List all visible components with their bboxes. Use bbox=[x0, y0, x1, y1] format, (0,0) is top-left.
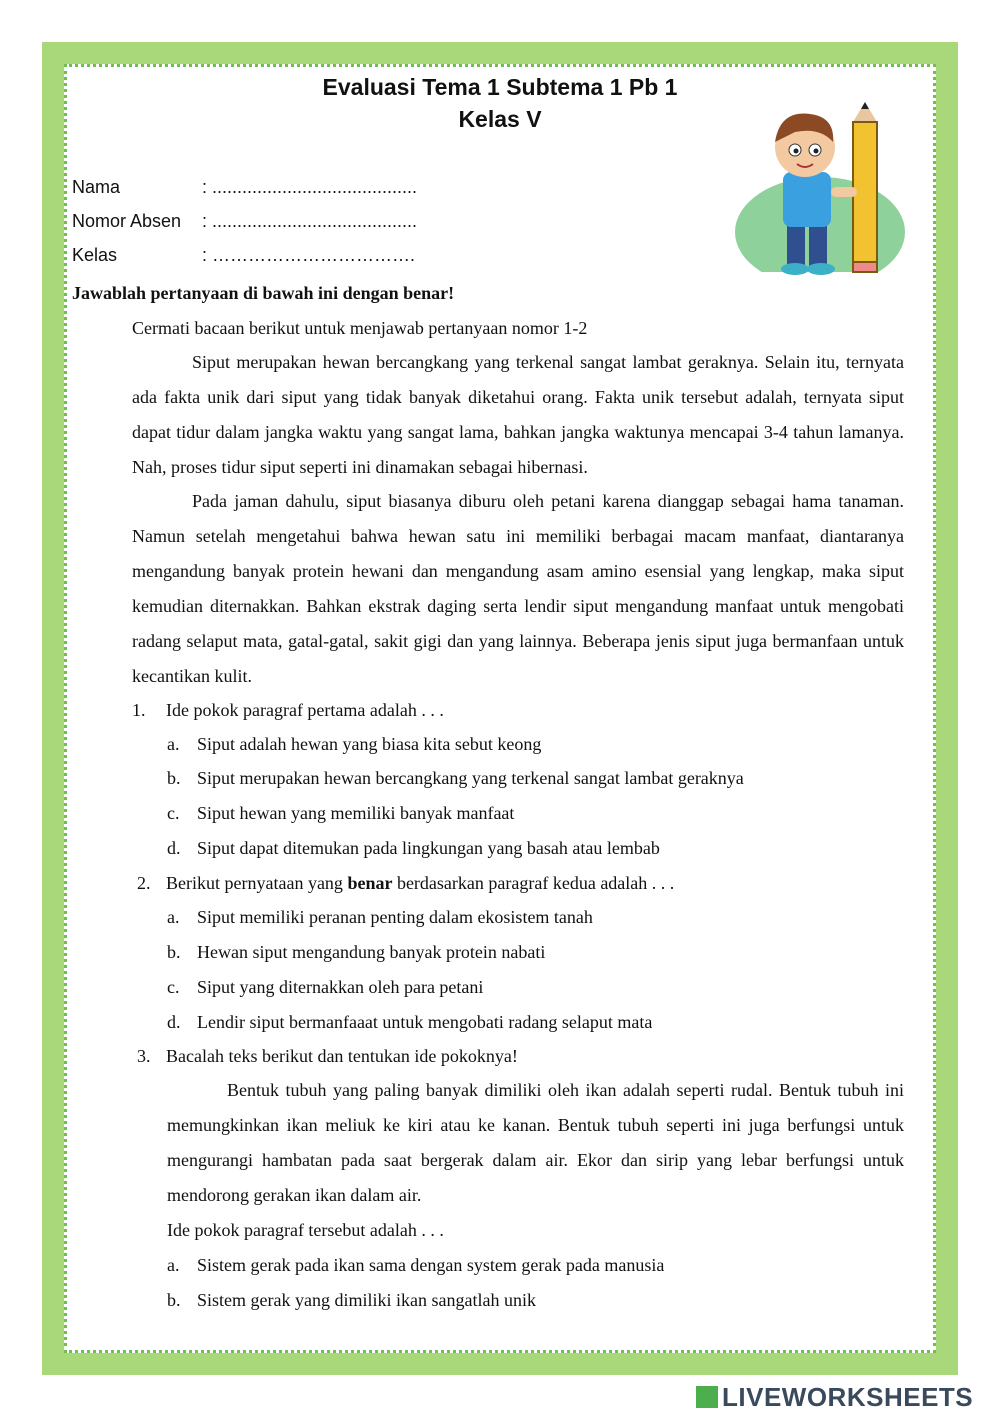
q2-option-a[interactable]: a. Siput memiliki peranan penting dalam ekosistem tanah bbox=[167, 907, 593, 927]
reading-intro: Cermati bacaan berikut untuk menjawab pertanyaan nomor 1-2 bbox=[132, 318, 588, 338]
class-dots: : ……………………………. bbox=[202, 245, 416, 265]
question-3-passage: Bentuk tubuh yang paling banyak dimiliki oleh ikan adalah seperti rudal. Bentuk tubuh ini memungkinkan ikan meliuk ke kiri atau ke kanan. Bentuk tubuh seperti ini juga berfungsi untuk mengurangi hambatan pada saat bergerak dalam air. Ekor dan sirip yang lebar berfungsi untuk mendorong gerakan ikan dalam air. bbox=[167, 1080, 904, 1205]
q1-option-b[interactable]: b. Siput merupakan hewan bercangkang yang terkenal sangat lambat geraknya bbox=[167, 768, 744, 788]
question-1 bbox=[132, 700, 444, 721]
liveworksheets-logo[interactable] bbox=[696, 1382, 973, 1413]
absence-number-field[interactable] bbox=[72, 211, 417, 232]
question-1-number: 1. bbox=[132, 700, 146, 720]
q2-option-c[interactable]: c. Siput yang diternakkan oleh para petani bbox=[167, 977, 484, 997]
question-3 bbox=[137, 1046, 518, 1067]
q3-option-a[interactable]: a. Sistem gerak pada ikan sama dengan system gerak pada manusia bbox=[167, 1255, 665, 1275]
question-3-prompt: Ide pokok paragraf tersebut adalah . . . bbox=[167, 1220, 444, 1240]
name-label: Nama bbox=[72, 177, 121, 197]
question-3-number: 3. bbox=[137, 1046, 151, 1066]
instruction: Jawablah pertanyaan di bawah ini dengan benar! bbox=[72, 283, 455, 303]
question-1-text: Ide pokok paragraf pertama adalah . . . bbox=[166, 700, 444, 720]
page-title: Evaluasi Tema 1 Subtema 1 Pb 1 bbox=[322, 74, 678, 100]
q1-option-a[interactable]: a. Siput adalah hewan yang biasa kita sebut keong bbox=[167, 734, 542, 754]
logo-mark-icon bbox=[696, 1386, 718, 1408]
question-3-text: Bacalah teks berikut dan tentukan ide pokoknya! bbox=[166, 1046, 518, 1066]
reading-paragraph-2: Pada jaman dahulu, siput biasanya diburu oleh petani karena dianggap sebagai hama tanaman. Namun setelah mengetahui bahwa hewan satu ini memiliki berbagai macam manfaat, diantaranya mengandung banyak protein hewani dan mengandung asam amino esensial yang lengkap, maka siput kemudian diternakkan. Bahkan ekstrak daging serta lendir siput mengandung manfaat untuk mengobati radang selaput mata, gatal-gatal, sakit gigi dan yang lainnya. Beberapa jenis siput juga bermanfaan untuk kecantikan kulit. bbox=[132, 491, 904, 686]
absence-number-dots: : ......................................... bbox=[202, 211, 418, 231]
logo-text: LIVEWORKSHEETS bbox=[722, 1382, 974, 1412]
absence-number-label: Nomor Absen bbox=[72, 211, 182, 231]
page-subtitle: Kelas V bbox=[458, 106, 542, 132]
reading-paragraph-1: Siput merupakan hewan bercangkang yang terkenal sangat lambat geraknya. Selain itu, ternyata ada fakta unik dari siput yang tidak banyak diketahui orang. Fakta unik tersebut adalah, ternyata siput dapat tidur dalam jangka waktu yang sangat lama, bahkan jangka waktunya mencapai 3-4 tahun lamanya. Nah, proses tidur siput seperti ini dinamakan sebagai hibernasi. bbox=[132, 352, 904, 477]
q1-option-c[interactable]: c. Siput hewan yang memiliki banyak manfaat bbox=[167, 803, 515, 823]
q3-option-b[interactable]: b. Sistem gerak yang dimiliki ikan sangatlah unik bbox=[167, 1290, 536, 1310]
name-field[interactable] bbox=[72, 177, 417, 198]
q2-option-d[interactable]: d. Lendir siput bermanfaaat untuk mengobati radang selaput mata bbox=[167, 1012, 653, 1032]
q1-option-d[interactable]: d. Siput dapat ditemukan pada lingkungan yang basah atau lembab bbox=[167, 838, 660, 858]
q2-option-b[interactable]: b. Hewan siput mengandung banyak protein nabati bbox=[167, 942, 546, 962]
question-2: 2. Berikut pernyataan yang benar berdasarkan paragraf kedua adalah . . . bbox=[137, 873, 675, 893]
boy-with-pencil-illustration bbox=[735, 92, 905, 282]
question-2-number: 2. bbox=[137, 873, 151, 893]
question-2-emphasis: benar bbox=[347, 873, 393, 893]
class-field[interactable] bbox=[72, 245, 415, 266]
class-label: Kelas bbox=[72, 245, 118, 265]
name-dots: : ......................................... bbox=[202, 177, 418, 197]
